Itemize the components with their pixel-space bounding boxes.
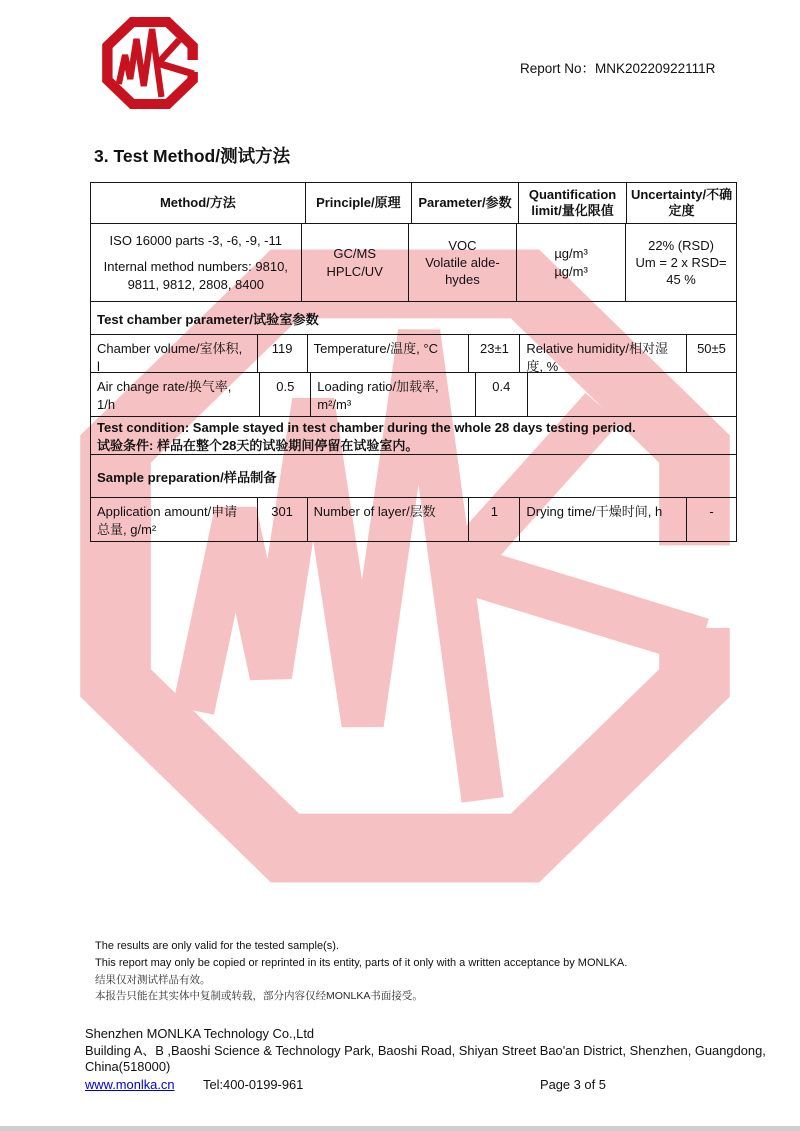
header-cell-uncertainty: Uncertainty/不确定度 (626, 183, 736, 223)
mnk-logo-icon (98, 13, 202, 113)
loading-ratio-value: 0.4 (475, 373, 527, 416)
method-data-row (91, 223, 736, 301)
drying-time-label: Drying time/干燥时间, h (519, 498, 686, 541)
method-cell (91, 224, 301, 301)
test-condition-row (91, 416, 736, 454)
website-link[interactable]: www.monlka.cn (85, 1076, 175, 1092)
section-row-sample (91, 454, 736, 497)
parameter-cell: VOC Volatile alde- hydes (408, 224, 516, 301)
header-cell-parameter: Parameter/参数 (411, 183, 518, 223)
method-line-2: Internal method numbers: 9810, 9811, 9812, 2808, 8400 (103, 259, 288, 292)
temperature-value: 23±1 (468, 335, 519, 372)
air-change-rate-value: 0.5 (259, 373, 310, 416)
note-line: 结果仅对测试样品有效。 (95, 974, 211, 986)
footer-telephone: Tel:400-0199-961 (203, 1076, 304, 1092)
temperature-label: Temperature/温度, °C (307, 335, 469, 372)
note-line: This report may only be copied or reprinted in its entity, parts of it only with a written acceptance by MONLKA. (95, 957, 628, 969)
note-line: 本报告只能在其实体中复制或转载，部分内容仅经MONLKA书面接受。 (95, 990, 423, 1002)
footer-contact-row (85, 1077, 777, 1095)
relative-humidity-label: Relative humidity/相对湿 度, % (519, 335, 686, 372)
section-title-sample: Sample preparation/样品制备 (97, 469, 277, 485)
disclaimer-notes (95, 938, 627, 1004)
number-of-layer-label: Number of layer/层数 (307, 498, 469, 541)
footer-company-name: Shenzhen MONLKA Technology Co.,Ltd (85, 1026, 315, 1041)
note-line: The results are only valid for the tested sample(s). (95, 940, 339, 952)
header-cell-quantification-limit: Quantification limit/量化限值 (518, 183, 626, 223)
report-number: Report No：MNK20220922111R (520, 61, 716, 76)
section-title-chamber: Test chamber parameter/试验室参数 (97, 311, 319, 327)
air-change-rate-label: Air change rate/换气率, 1/h (97, 379, 232, 412)
application-amount-label: Application amount/申请 总量, g/m² (97, 504, 238, 537)
footer (85, 1026, 777, 1095)
chamber-volume-label: Chamber volume/室体积, l (97, 341, 243, 372)
number-of-layer-value: 1 (468, 498, 519, 541)
header-cell-method: Method/方法 (159, 194, 236, 210)
method-line-1: ISO 16000 parts -3, -6, -9, -11 (109, 233, 282, 249)
page-number: Page 3 of 5 (540, 1076, 606, 1092)
uncertainty-cell: 22% (RSD) Um = 2 x RSD= 45 % (625, 224, 736, 301)
application-amount-value: 301 (257, 498, 307, 541)
table-header-row (91, 183, 736, 223)
chamber-volume-value: 119 (257, 335, 307, 372)
page-title: 3. Test Method/测试方法 (94, 146, 291, 166)
chamber-parameters-row (91, 334, 736, 372)
empty-cell (527, 373, 736, 416)
header-cell-principle: Principle/原理 (305, 183, 411, 223)
application-row (91, 497, 736, 541)
quantification-limit-cell: µg/m³ µg/m³ (516, 224, 625, 301)
footer-address-line-2: China(518000) (85, 1059, 171, 1074)
section-row-chamber (91, 301, 736, 334)
air-change-row (91, 372, 736, 416)
test-condition-text: Test condition: Sample stayed in test chamber during the whole 28 days testing period. 试验条件: 样品在整个28天的试验期间停留在试验室内。 (97, 420, 636, 453)
relative-humidity-value: 50±5 (686, 335, 736, 372)
page-bottom-edge (0, 1126, 800, 1131)
principle-cell: GC/MS HPLC/UV (301, 224, 408, 301)
test-method-table (90, 182, 737, 542)
loading-ratio-label: Loading ratio/加载率, m²/m³ (310, 373, 475, 416)
drying-time-value: - (686, 498, 736, 541)
footer-address-line-1: Building A、B ,Baoshi Science & Technology Park, Baoshi Road, Shiyan Street Bao'an District, Shenzhen, Guangdong, (85, 1042, 766, 1058)
